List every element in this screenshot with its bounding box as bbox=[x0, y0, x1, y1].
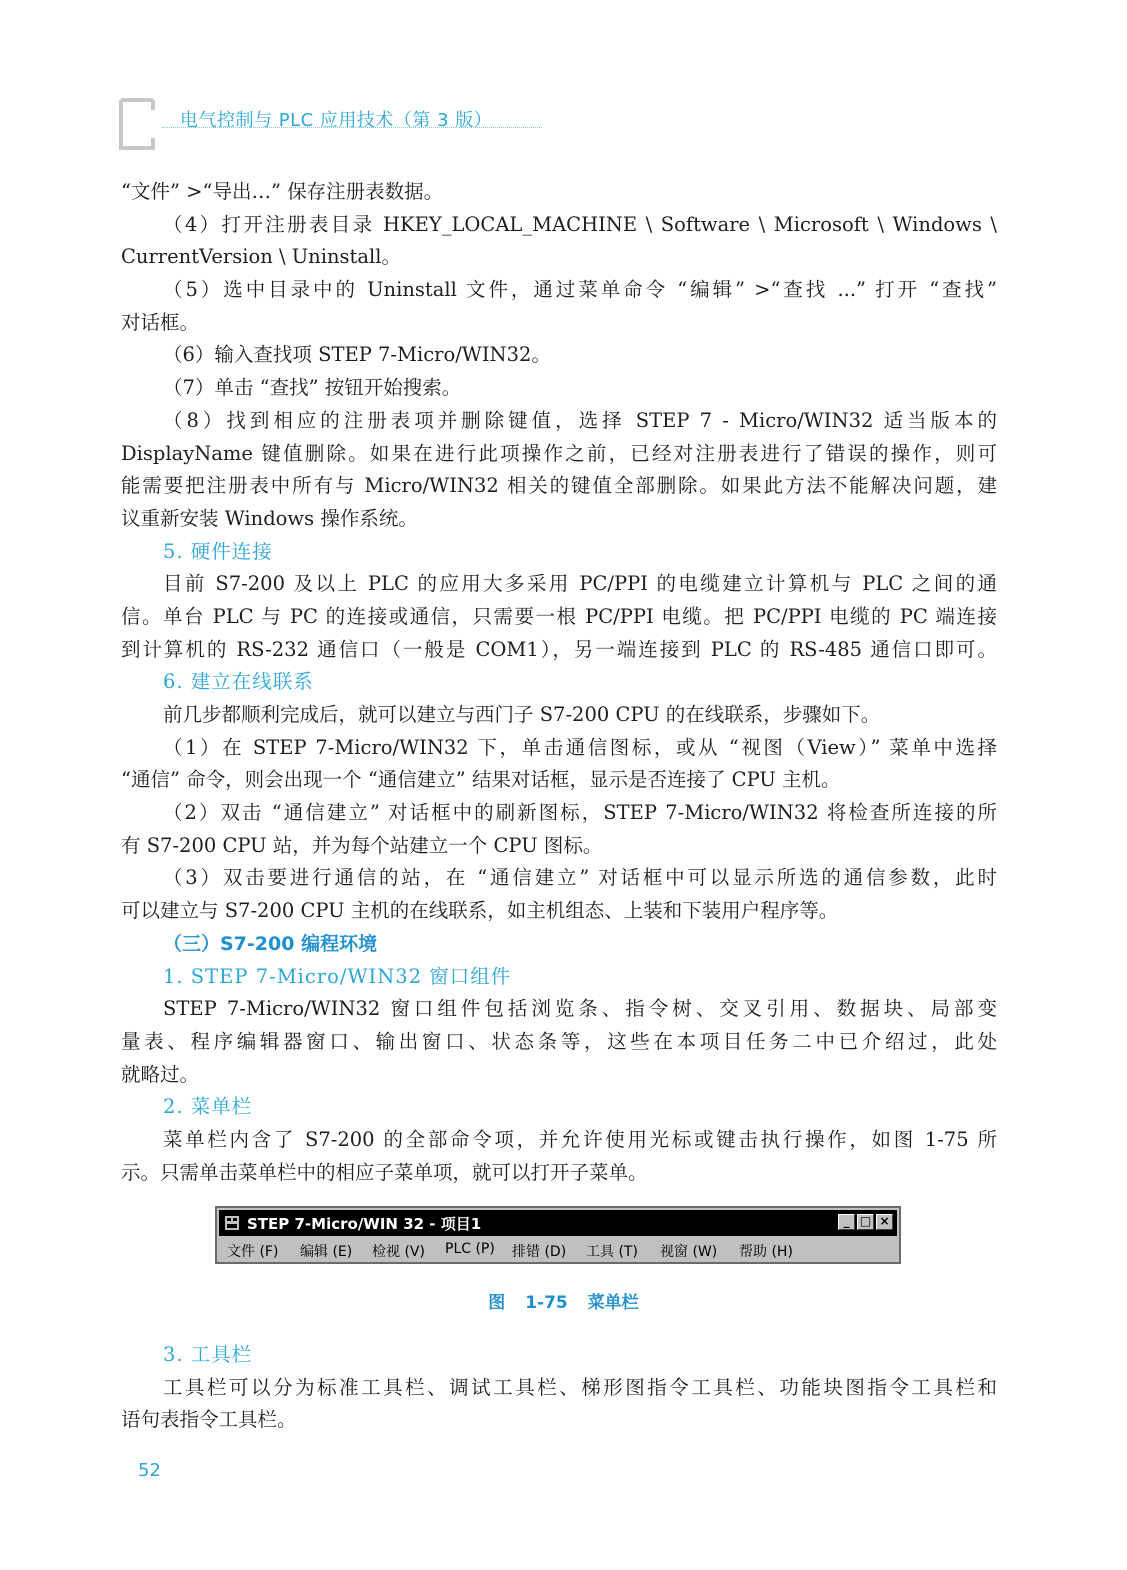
section-heading: 2. 菜单栏 bbox=[163, 1095, 253, 1119]
text-line: 量表、程序编辑器窗口、输出窗口、状态条等，这些在本项目任务二中已介绍过，此处 bbox=[121, 1029, 997, 1053]
text-line: （1）在 STEP 7-Micro/WIN32 下，单击通信图标，或从 “视图（View）” 菜单中选择 bbox=[163, 735, 997, 759]
menubar-figure bbox=[215, 1206, 901, 1264]
text-line: CurrentVersion \ Uninstall。 bbox=[121, 245, 401, 269]
text-line: （2）双击 “通信建立” 对话框中的刷新图标，STEP 7-Micro/WIN32 将检查所连接的所 bbox=[163, 801, 997, 825]
text-line: DisplayName 键值删除。如果在进行此项操作之前，已经对注册表进行了错误的操作，则可 bbox=[121, 441, 997, 465]
section-heading: 1. STEP 7-Micro/WIN32 窗口组件 bbox=[163, 964, 512, 988]
text-line: 能需要把注册表中所有与 Micro/WIN32 相关的键值全部删除。如果此方法不能解决问题，建 bbox=[121, 474, 997, 498]
text-line: STEP 7-Micro/WIN32 窗口组件包括浏览条、指令树、交叉引用、数据块、局部变 bbox=[163, 997, 997, 1021]
text-line: （4）打开注册表目录 HKEY_LOCAL_MACHINE \ Software \ Microsoft \ Windows \ bbox=[163, 212, 997, 236]
window-titlebar bbox=[219, 1210, 897, 1236]
text-line: （7）单击 “查找” 按钮开始搜索。 bbox=[163, 376, 462, 400]
page-number: 52 bbox=[138, 1460, 161, 1481]
menu-item-view[interactable]: 检视 (V) bbox=[372, 1244, 425, 1260]
app-icon bbox=[224, 1215, 240, 1231]
text-line: 议重新安装 Windows 操作系统。 bbox=[121, 506, 418, 530]
section-heading: 3. 工具栏 bbox=[163, 1343, 253, 1366]
text-line: 菜单栏内含了 S7-200 的全部命令项，并允许使用光标或键击执行操作，如图 1-75 所 bbox=[163, 1127, 997, 1151]
section-heading: 6. 建立在线联系 bbox=[163, 670, 314, 694]
text-line: “文件” >“导出…” 保存注册表数据。 bbox=[121, 180, 444, 203]
minimize-button[interactable]: _ bbox=[838, 1214, 855, 1230]
menu-item-file[interactable]: 文件 (F) bbox=[227, 1244, 279, 1260]
header-divider bbox=[162, 127, 542, 128]
text-line: 信。单台 PLC 与 PC 的连接或通信，只需要一根 PC/PPI 电缆。把 PC/PPI 电缆的 PC 端连接 bbox=[121, 604, 997, 628]
text-line: 目前 S7-200 及以上 PLC 的应用大多采用 PC/PPI 的电缆建立计算机与 PLC 之间的通 bbox=[163, 572, 997, 596]
menu-item-window[interactable]: 视窗 (W) bbox=[660, 1244, 718, 1260]
text-line: 就略过。 bbox=[121, 1062, 200, 1086]
menu-item-edit[interactable]: 编辑 (E) bbox=[300, 1244, 353, 1260]
menu-item-debug[interactable]: 排错 (D) bbox=[512, 1244, 567, 1260]
maximize-button[interactable]: □ bbox=[857, 1214, 874, 1230]
chapter-subheading: （三）S7-200 编程环境 bbox=[163, 932, 378, 955]
section-heading: 5. 硬件连接 bbox=[163, 539, 273, 563]
text-line: （8）找到相应的注册表项并删除键值，选择 STEP 7 - Micro/WIN32 适当版本的 bbox=[163, 408, 997, 432]
text-line: 工具栏可以分为标准工具栏、调试工具栏、梯形图指令工具栏、功能块图指令工具栏和 bbox=[163, 1375, 997, 1399]
text-line: 前几步都顺利完成后，就可以建立与西门子 S7-200 CPU 的在线联系，步骤如下。 bbox=[163, 703, 881, 726]
text-line: 对话框。 bbox=[121, 310, 200, 334]
text-line: 示。只需单击菜单栏中的相应子菜单项，就可以打开子菜单。 bbox=[121, 1160, 648, 1184]
text-line: 到计算机的 RS-232 通信口（一般是 COM1），另一端连接到 PLC 的 RS-485 通信口即可。 bbox=[121, 637, 997, 661]
running-header-title: 电气控制与 PLC 应用技术（第 3 版） bbox=[180, 110, 493, 131]
window-title: STEP 7-Micro/WIN 32 - 项目1 bbox=[247, 1215, 482, 1233]
text-line: “通信” 命令，则会出现一个 “通信建立” 结果对话框，显示是否连接了 CPU 主机。 bbox=[121, 768, 841, 792]
text-line: （5）选中目录中的 Uninstall 文件，通过菜单命令 “编辑” >“查找 ...” 打开 “查找” bbox=[163, 278, 997, 302]
text-line: （3）双击要进行通信的站，在 “通信建立” 对话框中可以显示所选的通信参数，此时 bbox=[163, 866, 997, 890]
close-button[interactable]: × bbox=[876, 1214, 893, 1230]
menu-item-tools[interactable]: 工具 (T) bbox=[586, 1244, 638, 1260]
menu-item-help[interactable]: 帮助 (H) bbox=[739, 1244, 793, 1260]
figure-caption: 图 1-75 菜单栏 bbox=[488, 1293, 639, 1313]
menu-item-plc[interactable]: PLC (P) bbox=[445, 1241, 495, 1257]
text-line: 有 S7-200 CPU 站，并为每个站建立一个 CPU 图标。 bbox=[121, 833, 603, 857]
body-text bbox=[121, 176, 997, 1189]
menu-bar bbox=[219, 1238, 897, 1260]
text-line: （6）输入查找项 STEP 7-Micro/WIN32。 bbox=[163, 343, 551, 367]
corner-bracket-icon bbox=[119, 98, 159, 150]
text-line: 可以建立与 S7-200 CPU 主机的在线联系，如主机组态、上装和下装用户程序等。 bbox=[121, 899, 839, 923]
body-text-after-figure bbox=[121, 1339, 997, 1437]
text-line: 语句表指令工具栏。 bbox=[121, 1408, 297, 1432]
